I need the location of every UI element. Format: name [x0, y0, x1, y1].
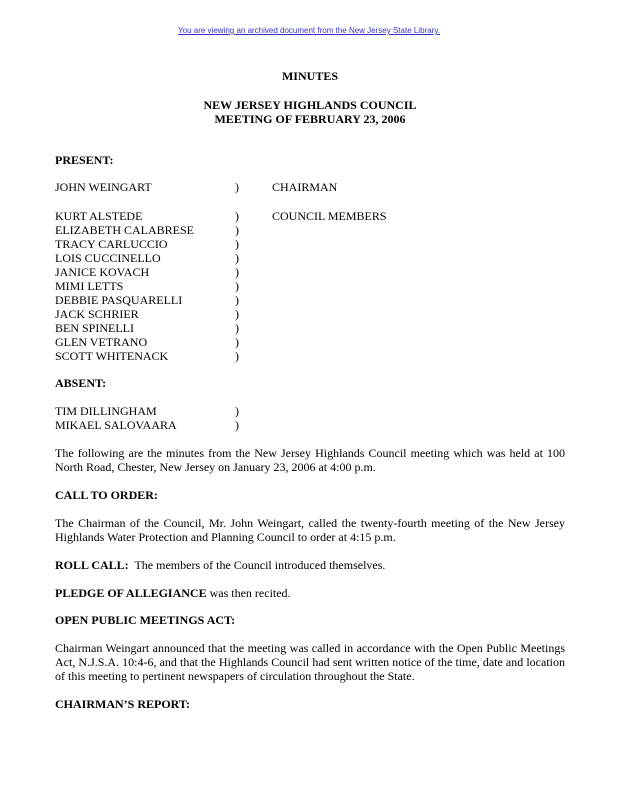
opma-heading: OPEN PUBLIC MEETINGS ACT:	[55, 613, 236, 627]
meeting-date: MEETING OF FEBRUARY 23, 2006	[214, 112, 406, 126]
roster-name: SCOTT WHITENACK	[55, 349, 169, 363]
roster-name: ELIZABETH CALABRESE	[55, 223, 194, 237]
member-row	[55, 223, 565, 237]
call-to-order-paragraph: The Chairman of the Council, Mr. John Weingart, called the twenty-fourth meeting of the New Jersey Highlands Water Protection and Planning Council to order at 4:15 p.m.	[55, 516, 565, 544]
roster-name: TRACY CARLUCCIO	[55, 237, 168, 251]
roster-paren: )	[235, 321, 239, 335]
pledge-text: was then recited.	[206, 586, 291, 600]
roster-paren: )	[235, 279, 239, 293]
roll-call-text: The members of the Council introduced themselves.	[128, 558, 386, 572]
absent-heading: ABSENT:	[55, 376, 107, 390]
roster-name: JANICE KOVACH	[55, 265, 150, 279]
member-row	[55, 307, 565, 321]
roster-paren: )	[235, 293, 239, 307]
roster-paren: )	[235, 237, 239, 251]
roster-role: CHAIRMAN	[272, 180, 338, 194]
council-name: NEW JERSEY HIGHLANDS COUNCIL	[203, 98, 417, 112]
roster-name: MIMI LETTS	[55, 279, 124, 293]
absent-row	[55, 404, 565, 418]
roster-paren: )	[235, 349, 239, 363]
roster-paren: )	[235, 307, 239, 321]
opma-paragraph: Chairman Weingart announced that the meeting was called in accordance with the Open Public Meetings Act, N.J.S.A. 10:4-6, and that the Highlands Council had sent written notice of the time, date and location of this meeting to pertinent newspapers of circulation throughout the State.	[55, 641, 565, 683]
intro-paragraph: The following are the minutes from the New Jersey Highlands Council meeting which was held at 100 North Road, Chester, New Jersey on January 23, 2006 at 4:00 p.m.	[55, 446, 565, 474]
member-row	[55, 209, 565, 223]
roster-name: BEN SPINELLI	[55, 321, 134, 335]
archive-banner-link[interactable]: You are viewing an archived document from the New Jersey State Library.	[178, 26, 440, 35]
roster-paren: )	[235, 404, 239, 418]
call-to-order-heading: CALL TO ORDER:	[55, 488, 158, 502]
chairman-row	[55, 180, 565, 194]
member-row	[55, 237, 565, 251]
roster-name: MIKAEL SALOVAARA	[55, 418, 177, 432]
roster-name: JACK SCHRIER	[55, 307, 139, 321]
roster-role: COUNCIL MEMBERS	[272, 209, 387, 223]
roster-paren: )	[235, 223, 239, 237]
roster-paren: )	[235, 335, 239, 349]
document-title: MINUTES	[281, 69, 338, 83]
present-heading: PRESENT:	[55, 153, 114, 167]
roster-name: TIM DILLINGHAM	[55, 404, 157, 418]
chairmans-report-heading: CHAIRMAN’S REPORT:	[55, 697, 191, 711]
roster-name: JOHN WEINGART	[55, 180, 152, 194]
roster-paren: )	[235, 180, 239, 194]
pledge-heading: PLEDGE OF ALLEGIANCE	[55, 586, 207, 600]
member-row	[55, 265, 565, 279]
roster-paren: )	[235, 209, 239, 223]
member-row	[55, 251, 565, 265]
pledge-paragraph	[55, 586, 565, 600]
member-row	[55, 335, 565, 349]
member-row	[55, 321, 565, 335]
roster-paren: )	[235, 265, 239, 279]
roster-name: DEBBIE PASQUARELLI	[55, 293, 183, 307]
roll-call-heading: ROLL CALL:	[55, 558, 129, 572]
member-row	[55, 349, 565, 363]
roster-paren: )	[235, 418, 239, 432]
roster-name: GLEN VETRANO	[55, 335, 148, 349]
absent-row	[55, 418, 565, 432]
roster-name: LOIS CUCCINELLO	[55, 251, 161, 265]
member-row	[55, 279, 565, 293]
roster-paren: )	[235, 251, 239, 265]
roll-call-paragraph	[55, 558, 565, 572]
member-row	[55, 293, 565, 307]
roster-name: KURT ALSTEDE	[55, 209, 143, 223]
